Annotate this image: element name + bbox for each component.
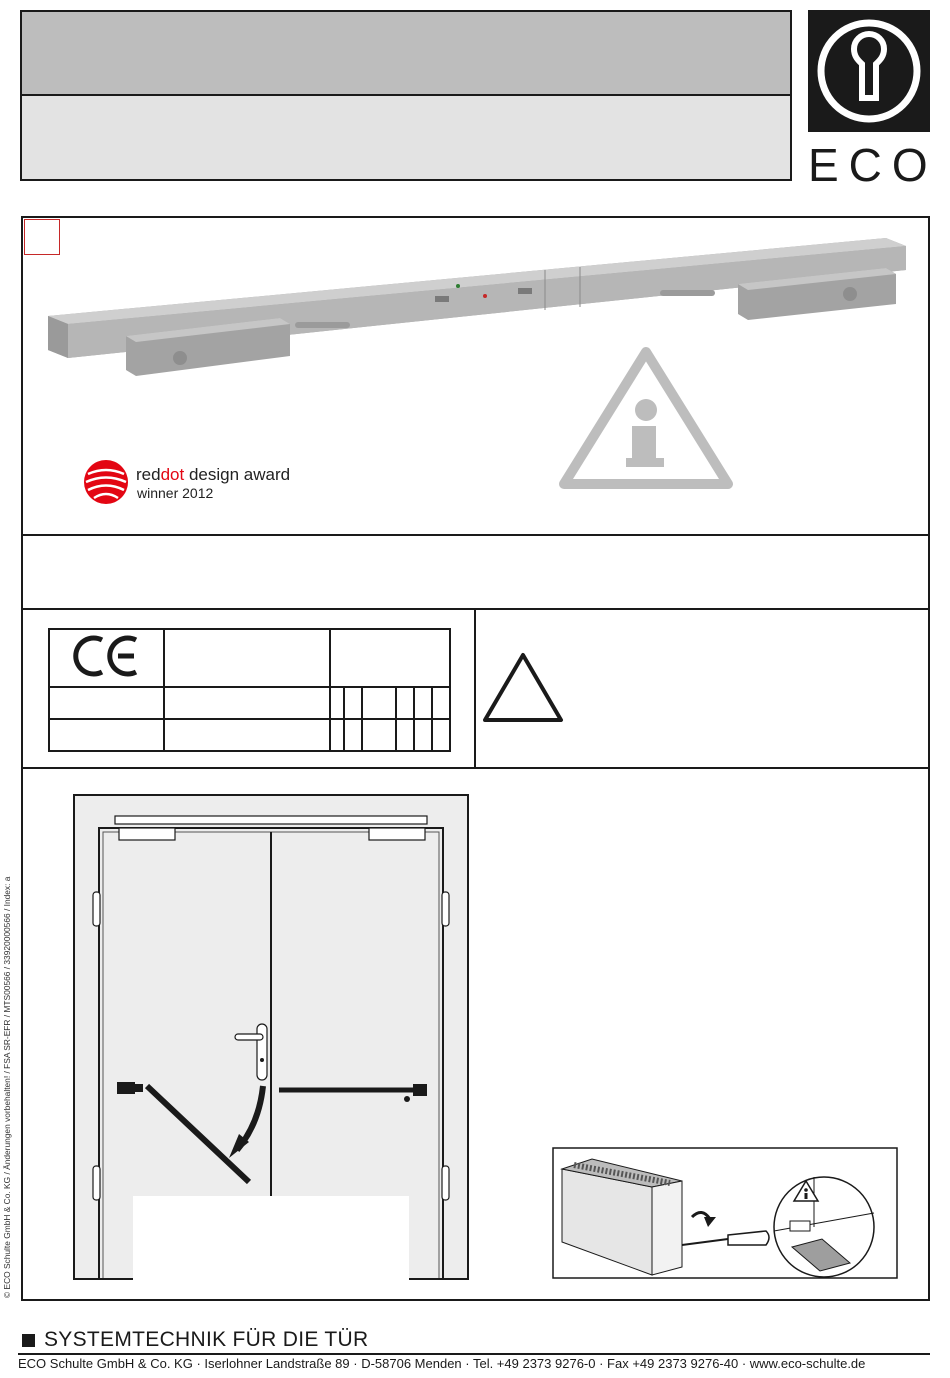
ce-mark-icon <box>72 634 142 678</box>
award-title: reddot design award <box>136 465 291 484</box>
title-box-bottom <box>20 94 792 181</box>
award-year: winner 2012 <box>137 485 214 501</box>
divider-product <box>21 534 930 536</box>
reddot-logo-icon <box>80 458 132 506</box>
footer-divider <box>18 1353 930 1355</box>
title-box-top <box>20 10 792 96</box>
footer-title: SYSTEMTECHNIK FÜR DIE TÜR <box>22 1328 368 1352</box>
detail-diagram <box>552 1147 898 1279</box>
footer-address: ECO Schulte GmbH & Co. KG · Iserlohner Landstraße 89 · D-58706 Menden · Tel. +49 2373 9276-0 · Fax +49 2373 9276-40 · www.eco-schulte.de <box>18 1356 866 1371</box>
divider-vertical <box>474 608 476 769</box>
warning-triangle-icon <box>481 650 565 724</box>
ce-table <box>48 628 451 752</box>
product-illustration <box>40 232 920 382</box>
side-copyright: © ECO Schulte GmbH & Co. KG / Änderungen vorbehalten! / FSA SR-EFR / MTS00566 / 33920000566 / Index: a <box>2 876 12 1298</box>
logo-text: ECO <box>808 139 938 191</box>
cylinder-lock-logo-icon <box>808 10 930 132</box>
door-diagram <box>73 794 469 1280</box>
info-warning-triangle-icon <box>556 342 736 492</box>
footer-square-bullet <box>22 1334 35 1347</box>
